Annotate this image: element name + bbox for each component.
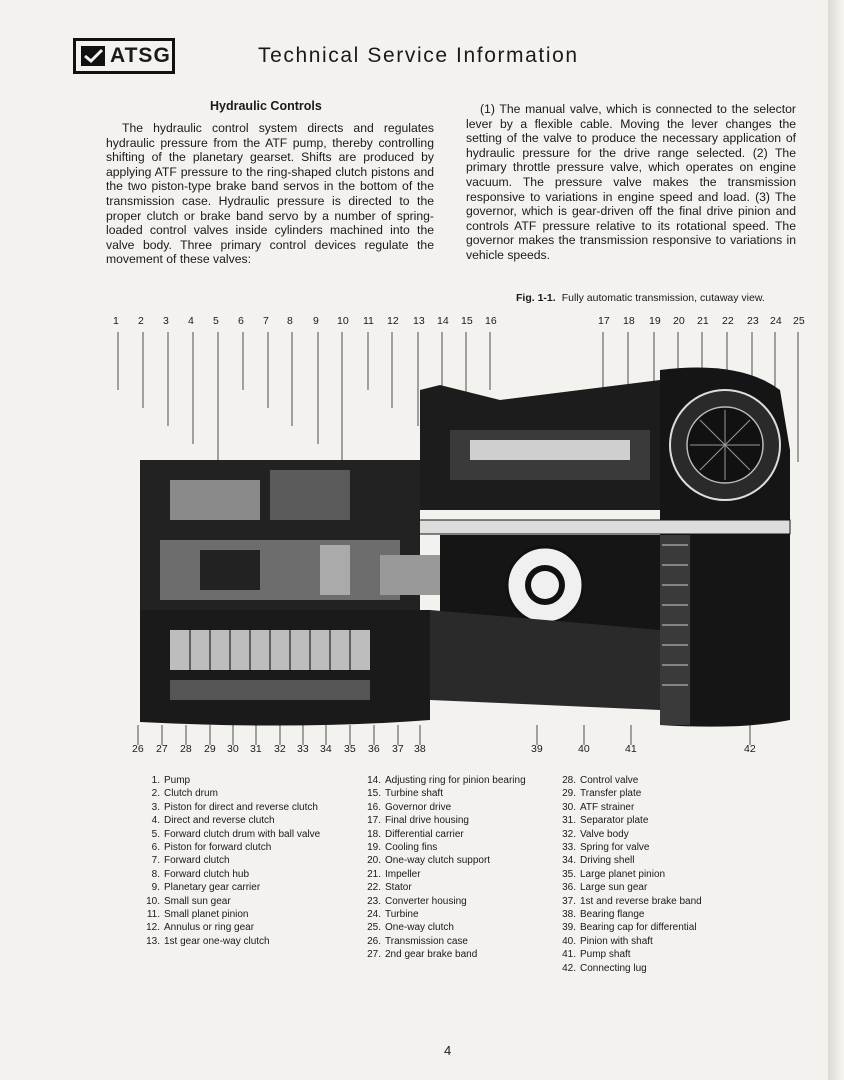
- legend-item-label: Cooling fins: [385, 842, 438, 854]
- legend-item-label: Transmission case: [385, 935, 468, 947]
- legend-item-number: 31.: [562, 815, 576, 827]
- legend-item-number: 39.: [562, 922, 576, 934]
- callout-number: 35: [344, 743, 356, 755]
- callout-number: 19: [649, 315, 661, 327]
- legend-item-label: Planetary gear carrier: [164, 882, 261, 894]
- legend-item-label: Converter housing: [385, 895, 467, 907]
- legend-item-number: 17.: [367, 815, 381, 827]
- callout-number: 20: [673, 315, 685, 327]
- legend-item: [550, 948, 750, 961]
- legend-item: [355, 921, 535, 934]
- legend-item: [355, 935, 535, 948]
- legend-item: [550, 841, 750, 854]
- legend-item-label: Pump: [164, 775, 191, 786]
- legend-item-label: 2nd gear brake band: [385, 949, 478, 961]
- legend-item: [355, 948, 535, 961]
- legend-item: [134, 921, 324, 934]
- callout-number: 27: [156, 743, 168, 755]
- legend-item: [134, 841, 324, 854]
- callout-number: 40: [578, 743, 590, 755]
- legend-item-number: 4.: [151, 815, 160, 827]
- legend-item-number: 1.: [151, 775, 160, 786]
- legend-item-number: 26.: [367, 935, 381, 947]
- legend-item: [550, 881, 750, 894]
- legend-item-label: Turbine shaft: [385, 788, 443, 800]
- legend-item-label: Direct and reverse clutch: [164, 815, 275, 827]
- legend-item-number: 24.: [367, 909, 381, 921]
- callout-number: 26: [132, 743, 144, 755]
- legend-item-label: Piston for direct and reverse clutch: [164, 801, 318, 813]
- legend-item-number: 36.: [562, 882, 576, 894]
- legend-item-label: Adjusting ring for pinion bearing: [385, 775, 526, 786]
- callout-number: 17: [598, 315, 610, 327]
- legend-item: [355, 881, 535, 894]
- legend-item-label: Clutch drum: [164, 788, 218, 800]
- callout-number: 36: [368, 743, 380, 755]
- legend-item-label: Turbine: [385, 909, 419, 921]
- callout-number: 32: [274, 743, 286, 755]
- legend-item-label: One-way clutch support: [385, 855, 491, 867]
- callout-number: 16: [485, 315, 497, 327]
- legend-item: [550, 854, 750, 867]
- legend-item-number: 32.: [562, 828, 576, 840]
- legend-item-label: Small planet pinion: [164, 909, 249, 921]
- legend-item-number: 14.: [367, 775, 381, 786]
- legend-item-number: 20.: [367, 855, 381, 867]
- legend-item-label: Driving shell: [580, 855, 635, 867]
- legend-item-label: Pump shaft: [580, 949, 631, 961]
- callout-number: 13: [413, 315, 425, 327]
- legend-item: [550, 921, 750, 934]
- legend-item-number: 7.: [151, 855, 160, 867]
- page-number: 4: [444, 1043, 452, 1058]
- legend-item: [134, 935, 324, 948]
- legend-item-number: 35.: [562, 868, 576, 880]
- legend-item-label: Separator plate: [580, 815, 649, 827]
- callout-number: 37: [392, 743, 404, 755]
- legend-item-number: 28.: [562, 775, 576, 786]
- legend-item: [355, 814, 535, 827]
- legend-item-number: 15.: [367, 788, 381, 800]
- legend-item-number: 19.: [367, 842, 381, 854]
- legend-item: [355, 828, 535, 841]
- legend-item-number: 38.: [562, 909, 576, 921]
- legend-item: [550, 774, 750, 787]
- legend-item: [355, 895, 535, 908]
- legend-item: [134, 801, 324, 814]
- legend-item-number: 33.: [562, 842, 576, 854]
- legend-item-number: 40.: [562, 935, 576, 947]
- legend-item-label: Large sun gear: [580, 882, 648, 894]
- legend-item-label: Governor drive: [385, 801, 452, 813]
- callout-number: 4: [188, 315, 194, 327]
- body-column-left: The hydraulic control system directs and regulates hydraulic pressure from the ATF pump, thereby controlling shifting of the planetary gearset. Shifts are produced by applying ATF pressure to the ring-shaped clutch pistons and the two piston-type brake band servos in the bottom of the transmission case. Hydraulic pressure is directed to the proper clutch or brake band servo by a number of spring-loaded control valves inside cylinders machined into the valve body. Three primary control devices regulate the movement of these valves:: [106, 121, 434, 267]
- legend-item-label: Spring for valve: [580, 842, 650, 854]
- callout-number: 22: [722, 315, 734, 327]
- callout-number: 12: [387, 315, 399, 327]
- callout-number: 3: [163, 315, 169, 327]
- legend-item-label: Bearing flange: [580, 909, 645, 921]
- legend-item-number: 34.: [562, 855, 576, 867]
- callout-number: 8: [287, 315, 293, 327]
- legend-item: [355, 841, 535, 854]
- legend-item: [355, 854, 535, 867]
- callout-number: 42: [744, 743, 756, 755]
- legend-item-label: Bearing cap for differential: [580, 922, 697, 934]
- callout-number: 7: [263, 315, 269, 327]
- legend-item-label: 1st and reverse brake band: [580, 895, 702, 907]
- legend-item-number: 5.: [151, 828, 160, 840]
- callout-number: 1: [113, 315, 119, 327]
- legend-item: [550, 908, 750, 921]
- legend-item: [134, 908, 324, 921]
- section-heading: Hydraulic Controls: [210, 99, 322, 113]
- callout-number: 9: [313, 315, 319, 327]
- figure-label: Fig. 1-1.: [516, 292, 556, 304]
- legend-item-number: 12.: [146, 922, 160, 934]
- atsg-logo: [73, 38, 175, 74]
- legend-item: [550, 787, 750, 800]
- body-column-right: (1) The manual valve, which is connected to the selector lever by a flexible cable. Moving the lever changes the setting of the valve to produce the necessary application of hydraulic pressure for the drive range selected. (2) The primary throttle pressure valve, which operates on engine vacuum. The pressure valve makes the transmission responsive to variations in engine speed and load. (3) The governor, which is gear-driven off the final drive pinion and controls ATF pressure relative to its rotational speed. The governor makes the transmission responsive to variations in vehicle speeds.: [466, 102, 796, 262]
- callout-number: 14: [437, 315, 449, 327]
- callout-number: 29: [204, 743, 216, 755]
- callout-number: 33: [297, 743, 309, 755]
- legend-item-number: 8.: [151, 868, 160, 880]
- legend-item-label: Valve body: [580, 828, 629, 840]
- legend-item: [550, 814, 750, 827]
- legend-item: [134, 774, 324, 787]
- legend-item-number: 30.: [562, 801, 576, 813]
- legend-column-3: [550, 774, 750, 975]
- callout-number: 30: [227, 743, 239, 755]
- legend-item: [134, 814, 324, 827]
- callout-number: 18: [623, 315, 635, 327]
- legend-item-number: 11.: [146, 909, 160, 921]
- legend-item: [355, 908, 535, 921]
- legend-item: [134, 828, 324, 841]
- callout-number: 31: [250, 743, 262, 755]
- legend-item-number: 2.: [151, 788, 160, 800]
- legend-item-label: Piston for forward clutch: [164, 842, 272, 854]
- legend-item-number: 41.: [562, 949, 576, 961]
- legend-item-number: 22.: [367, 882, 381, 894]
- callout-number: 23: [747, 315, 759, 327]
- legend-item-label: Large planet pinion: [580, 868, 666, 880]
- legend-item: [550, 828, 750, 841]
- legend-item: [134, 787, 324, 800]
- legend-item-number: 16.: [367, 801, 381, 813]
- page-edge: [828, 0, 844, 1080]
- legend-item-label: Forward clutch hub: [164, 868, 250, 880]
- page-header-title: Technical Service Information: [258, 44, 579, 67]
- callout-number: 28: [180, 743, 192, 755]
- callout-number: 11: [363, 315, 374, 327]
- legend-item: [550, 962, 750, 975]
- callout-number: 34: [320, 743, 332, 755]
- legend-item-number: 21.: [367, 868, 381, 880]
- legend-item-number: 42.: [562, 962, 576, 974]
- legend-item: [134, 895, 324, 908]
- legend-item-number: 18.: [367, 828, 381, 840]
- callout-number: 21: [697, 315, 709, 327]
- logo-text: ATSG: [110, 44, 171, 67]
- legend-item: [550, 895, 750, 908]
- legend-item-number: 6.: [151, 842, 160, 854]
- legend-item-number: 37.: [562, 895, 576, 907]
- legend-item-label: Final drive housing: [385, 815, 469, 827]
- legend-item-number: 27.: [367, 949, 381, 961]
- transmission-cutaway-diagram: [100, 330, 800, 750]
- legend-item-label: Differential carrier: [385, 828, 464, 840]
- legend-item: [355, 868, 535, 881]
- callout-number: 38: [414, 743, 426, 755]
- callout-number: 24: [770, 315, 782, 327]
- legend-item-number: 10.: [146, 895, 160, 907]
- callout-number: 15: [461, 315, 473, 327]
- legend-item-label: Annulus or ring gear: [164, 922, 255, 934]
- legend-item-label: 1st gear one-way clutch: [164, 935, 270, 947]
- legend-item: [355, 774, 535, 787]
- legend-item-label: Control valve: [580, 775, 639, 786]
- callout-number: 10: [337, 315, 349, 327]
- figure-caption: [516, 292, 765, 304]
- legend-item-label: One-way clutch: [385, 922, 454, 934]
- legend-item-number: 29.: [562, 788, 576, 800]
- checkmark-logo-icon: [80, 45, 106, 67]
- legend-item: [550, 868, 750, 881]
- legend-item-label: Pinion with shaft: [580, 935, 653, 947]
- legend-item-label: Small sun gear: [164, 895, 231, 907]
- legend-item-number: 25.: [367, 922, 381, 934]
- legend-item-label: ATF strainer: [580, 801, 635, 813]
- legend-item: [355, 787, 535, 800]
- legend-item-label: Transfer plate: [580, 788, 642, 800]
- legend-item-number: 3.: [151, 801, 160, 813]
- legend-item-number: 23.: [367, 895, 381, 907]
- callout-number: 5: [213, 315, 219, 327]
- legend-item-label: Connecting lug: [580, 962, 647, 974]
- callout-number: 41: [625, 743, 637, 755]
- legend-item: [134, 868, 324, 881]
- legend-item-number: 9.: [151, 882, 160, 894]
- callout-number: 39: [531, 743, 543, 755]
- legend-item-label: Impeller: [385, 868, 421, 880]
- callout-number: 25: [793, 315, 805, 327]
- legend-column-2: [355, 774, 535, 962]
- legend-item: [134, 881, 324, 894]
- legend-item-label: Stator: [385, 882, 412, 894]
- callout-number: 2: [138, 315, 144, 327]
- legend-item-label: Forward clutch drum with ball valve: [164, 828, 321, 840]
- figure-caption-text: Fully automatic transmission, cutaway view.: [561, 292, 765, 304]
- legend-item: [134, 854, 324, 867]
- legend-item: [550, 801, 750, 814]
- legend-item-label: Forward clutch: [164, 855, 230, 867]
- legend-item: [550, 935, 750, 948]
- legend-item-number: 13.: [146, 935, 160, 947]
- callout-number: 6: [238, 315, 244, 327]
- legend-column-1: [134, 774, 324, 948]
- legend-item: [355, 801, 535, 814]
